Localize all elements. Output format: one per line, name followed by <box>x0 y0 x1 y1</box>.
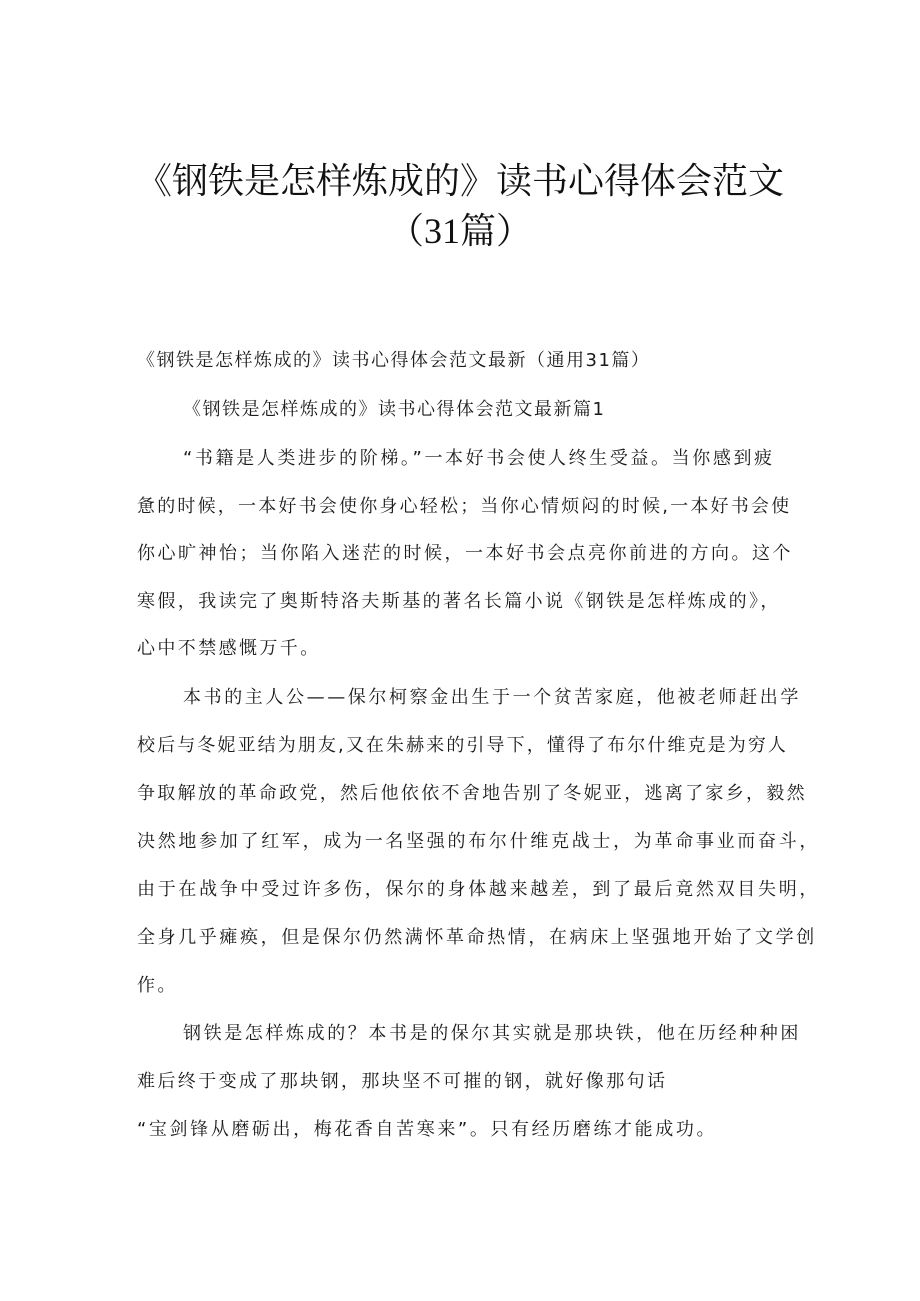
paragraph-1-line: 你心旷神怡；当你陷入迷茫的时候，一本好书会点亮你前进的方向。这个 <box>137 543 793 564</box>
paragraph-1-line: 寒假，我读完了奥斯特洛夫斯基的著名长篇小说《钢铁是怎样炼成的》， <box>137 591 781 612</box>
paragraph-3-line: “宝剑锋从磨砺出，梅花香自苦寒来”。只有经历磨练才能成功。 <box>137 1119 718 1140</box>
paragraph-2-line: 全身几乎瘫痪，但是保尔仍然满怀革命热情，在病床上坚强地开始了文学创 <box>137 927 817 948</box>
paragraph-2-line: 由于在战争中受过许多伤，保尔的身体越来越差，到了最后竟然双目失明， <box>137 879 821 900</box>
paragraph-2-line: 校后与冬妮亚结为朋友,又在朱赫来的引导下，懂得了布尔什维克是为穷人 <box>137 735 789 756</box>
section-heading: 《钢铁是怎样炼成的》读书心得体会范文最新篇1 <box>183 399 606 420</box>
paragraph-2-line: 本书的主人公——保尔柯察金出生于一个贫苦家庭，他被老师赶出学 <box>183 687 801 708</box>
paragraph-1-line: 心中不禁感慨万千。 <box>137 638 321 659</box>
paragraph-1-line: “书籍是人类进步的阶梯。”一本好书会使人终生受益。当你感到疲 <box>183 448 775 469</box>
document-title: 《钢铁是怎样炼成的》读书心得体会范文 <box>135 161 784 202</box>
paragraph-3-line: 钢铁是怎样炼成的？本书是的保尔其实就是那块铁，他在历经种种困 <box>183 1023 801 1044</box>
document-title-count: （31篇） <box>387 211 532 251</box>
paragraph-2-line: 决然地参加了红军，成为一名坚强的布尔什维克战士，为革命事业而奋斗， <box>137 831 821 852</box>
intro-line: 《钢铁是怎样炼成的》读书心得体会范文最新（通用31篇） <box>137 350 651 371</box>
paragraph-1-line: 惫的时候，一本好书会使你身心轻松；当你心情烦闷的时候,一本好书会使 <box>137 496 792 517</box>
paragraph-3-line: 难后终于变成了那块钢，那块坚不可摧的钢，就好像那句话 <box>137 1071 668 1092</box>
paragraph-2-line: 争取解放的革命政党，然后他依依不舍地告别了冬妮亚，逃离了家乡，毅然 <box>137 783 807 804</box>
paragraph-2-line: 作。 <box>137 975 178 996</box>
